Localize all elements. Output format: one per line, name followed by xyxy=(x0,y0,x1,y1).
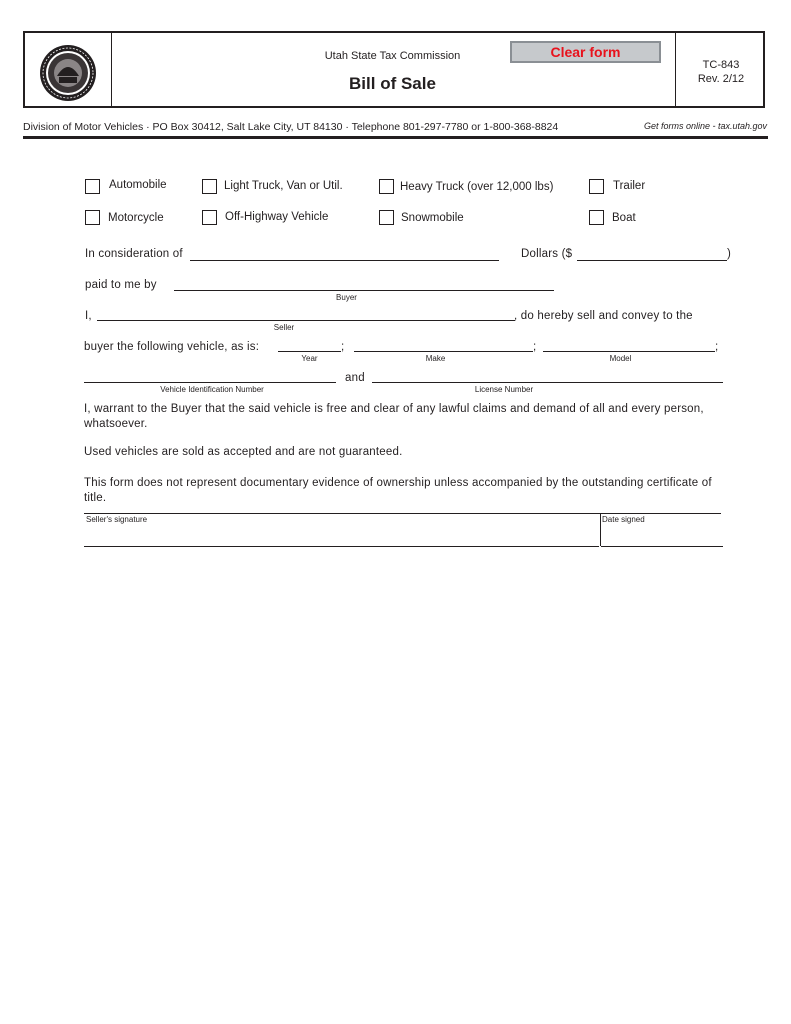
make-field[interactable] xyxy=(354,351,533,352)
date-signed-label: Date signed xyxy=(602,515,645,524)
trailer-checkbox[interactable] xyxy=(589,179,604,194)
dmv-address: Division of Motor Vehicles · PO Box 30412, Salt Lake City, UT 84130 · Telephone 801-297-7780 or 1-800-368-8824 xyxy=(23,121,559,133)
snowmobile-checkbox[interactable] xyxy=(379,210,394,225)
header-divider-left xyxy=(111,33,112,106)
light-truck-label: Light Truck, Van or Util. xyxy=(224,180,343,192)
forms-online-note: Get forms online - tax.utah.gov xyxy=(643,121,767,131)
seller-signature-label: Seller's signature xyxy=(86,515,148,524)
date-signed-field[interactable] xyxy=(601,526,723,547)
i-prefix: I, xyxy=(85,310,92,322)
convey-text: , do hereby sell and convey to the xyxy=(514,310,693,322)
clear-form-button[interactable]: Clear form xyxy=(510,41,661,63)
buyer-vehicle-label: buyer the following vehicle, as is: xyxy=(84,341,260,353)
automobile-label: Automobile xyxy=(109,179,167,191)
warranty-statement: I, warrant to the Buyer that the said vehicle is free and clear of any lawful claims and demand of all and every person, whatsoever. xyxy=(84,403,704,430)
make-semicolon: ; xyxy=(533,341,537,353)
state-seal-icon xyxy=(39,44,97,107)
automobile-checkbox[interactable] xyxy=(85,179,100,194)
boat-label: Boat xyxy=(612,212,636,224)
model-semicolon: ; xyxy=(715,341,719,353)
license-caption: License Number xyxy=(474,385,534,394)
license-number-field[interactable] xyxy=(372,382,723,383)
year-semicolon: ; xyxy=(341,341,345,353)
motorcycle-label: Motorcycle xyxy=(108,212,164,224)
buyer-name-field[interactable] xyxy=(174,290,554,291)
dollars-amount-field[interactable] xyxy=(577,260,727,261)
motorcycle-checkbox[interactable] xyxy=(85,210,100,225)
signature-top-rule xyxy=(84,513,721,514)
header-rule xyxy=(23,136,768,139)
vin-field[interactable] xyxy=(84,382,336,383)
consideration-field[interactable] xyxy=(190,260,499,261)
light-truck-checkbox[interactable] xyxy=(202,179,217,194)
year-field[interactable] xyxy=(278,351,341,352)
off-highway-checkbox[interactable] xyxy=(202,210,217,225)
seller-signature-field[interactable] xyxy=(84,526,599,547)
form-number: TC-843 xyxy=(702,59,740,71)
paid-by-label: paid to me by xyxy=(85,279,157,291)
model-field[interactable] xyxy=(543,351,715,352)
agency-name: Utah State Tax Commission xyxy=(324,50,461,62)
off-highway-label: Off-Highway Vehicle xyxy=(225,211,329,223)
year-caption: Year xyxy=(301,354,318,363)
page-title: Bill of Sale xyxy=(349,74,436,93)
consideration-label: In consideration of xyxy=(85,248,183,260)
boat-checkbox[interactable] xyxy=(589,210,604,225)
trailer-label: Trailer xyxy=(613,180,646,192)
heavy-truck-checkbox[interactable] xyxy=(379,179,394,194)
seller-caption: Seller xyxy=(273,323,295,332)
dollars-close: ) xyxy=(727,248,732,260)
snowmobile-label: Snowmobile xyxy=(401,212,464,224)
buyer-caption: Buyer xyxy=(336,293,357,302)
heavy-truck-label: Heavy Truck (over 12,000 lbs) xyxy=(400,181,554,193)
form-revision: Rev. 2/12 xyxy=(697,73,745,85)
dollars-label: Dollars ($ xyxy=(521,248,573,260)
seller-name-field[interactable] xyxy=(97,320,515,321)
vin-caption: Vehicle Identification Number xyxy=(160,385,264,394)
and-text: and xyxy=(345,372,365,384)
form-number-block xyxy=(676,58,766,86)
used-vehicles-statement: Used vehicles are sold as accepted and are not guaranteed. xyxy=(84,446,403,458)
disclaimer-statement: This form does not represent documentary evidence of ownership unless accompanied by the outstanding certificate of title. xyxy=(84,477,712,504)
model-caption: Model xyxy=(609,354,632,363)
make-caption: Make xyxy=(425,354,446,363)
